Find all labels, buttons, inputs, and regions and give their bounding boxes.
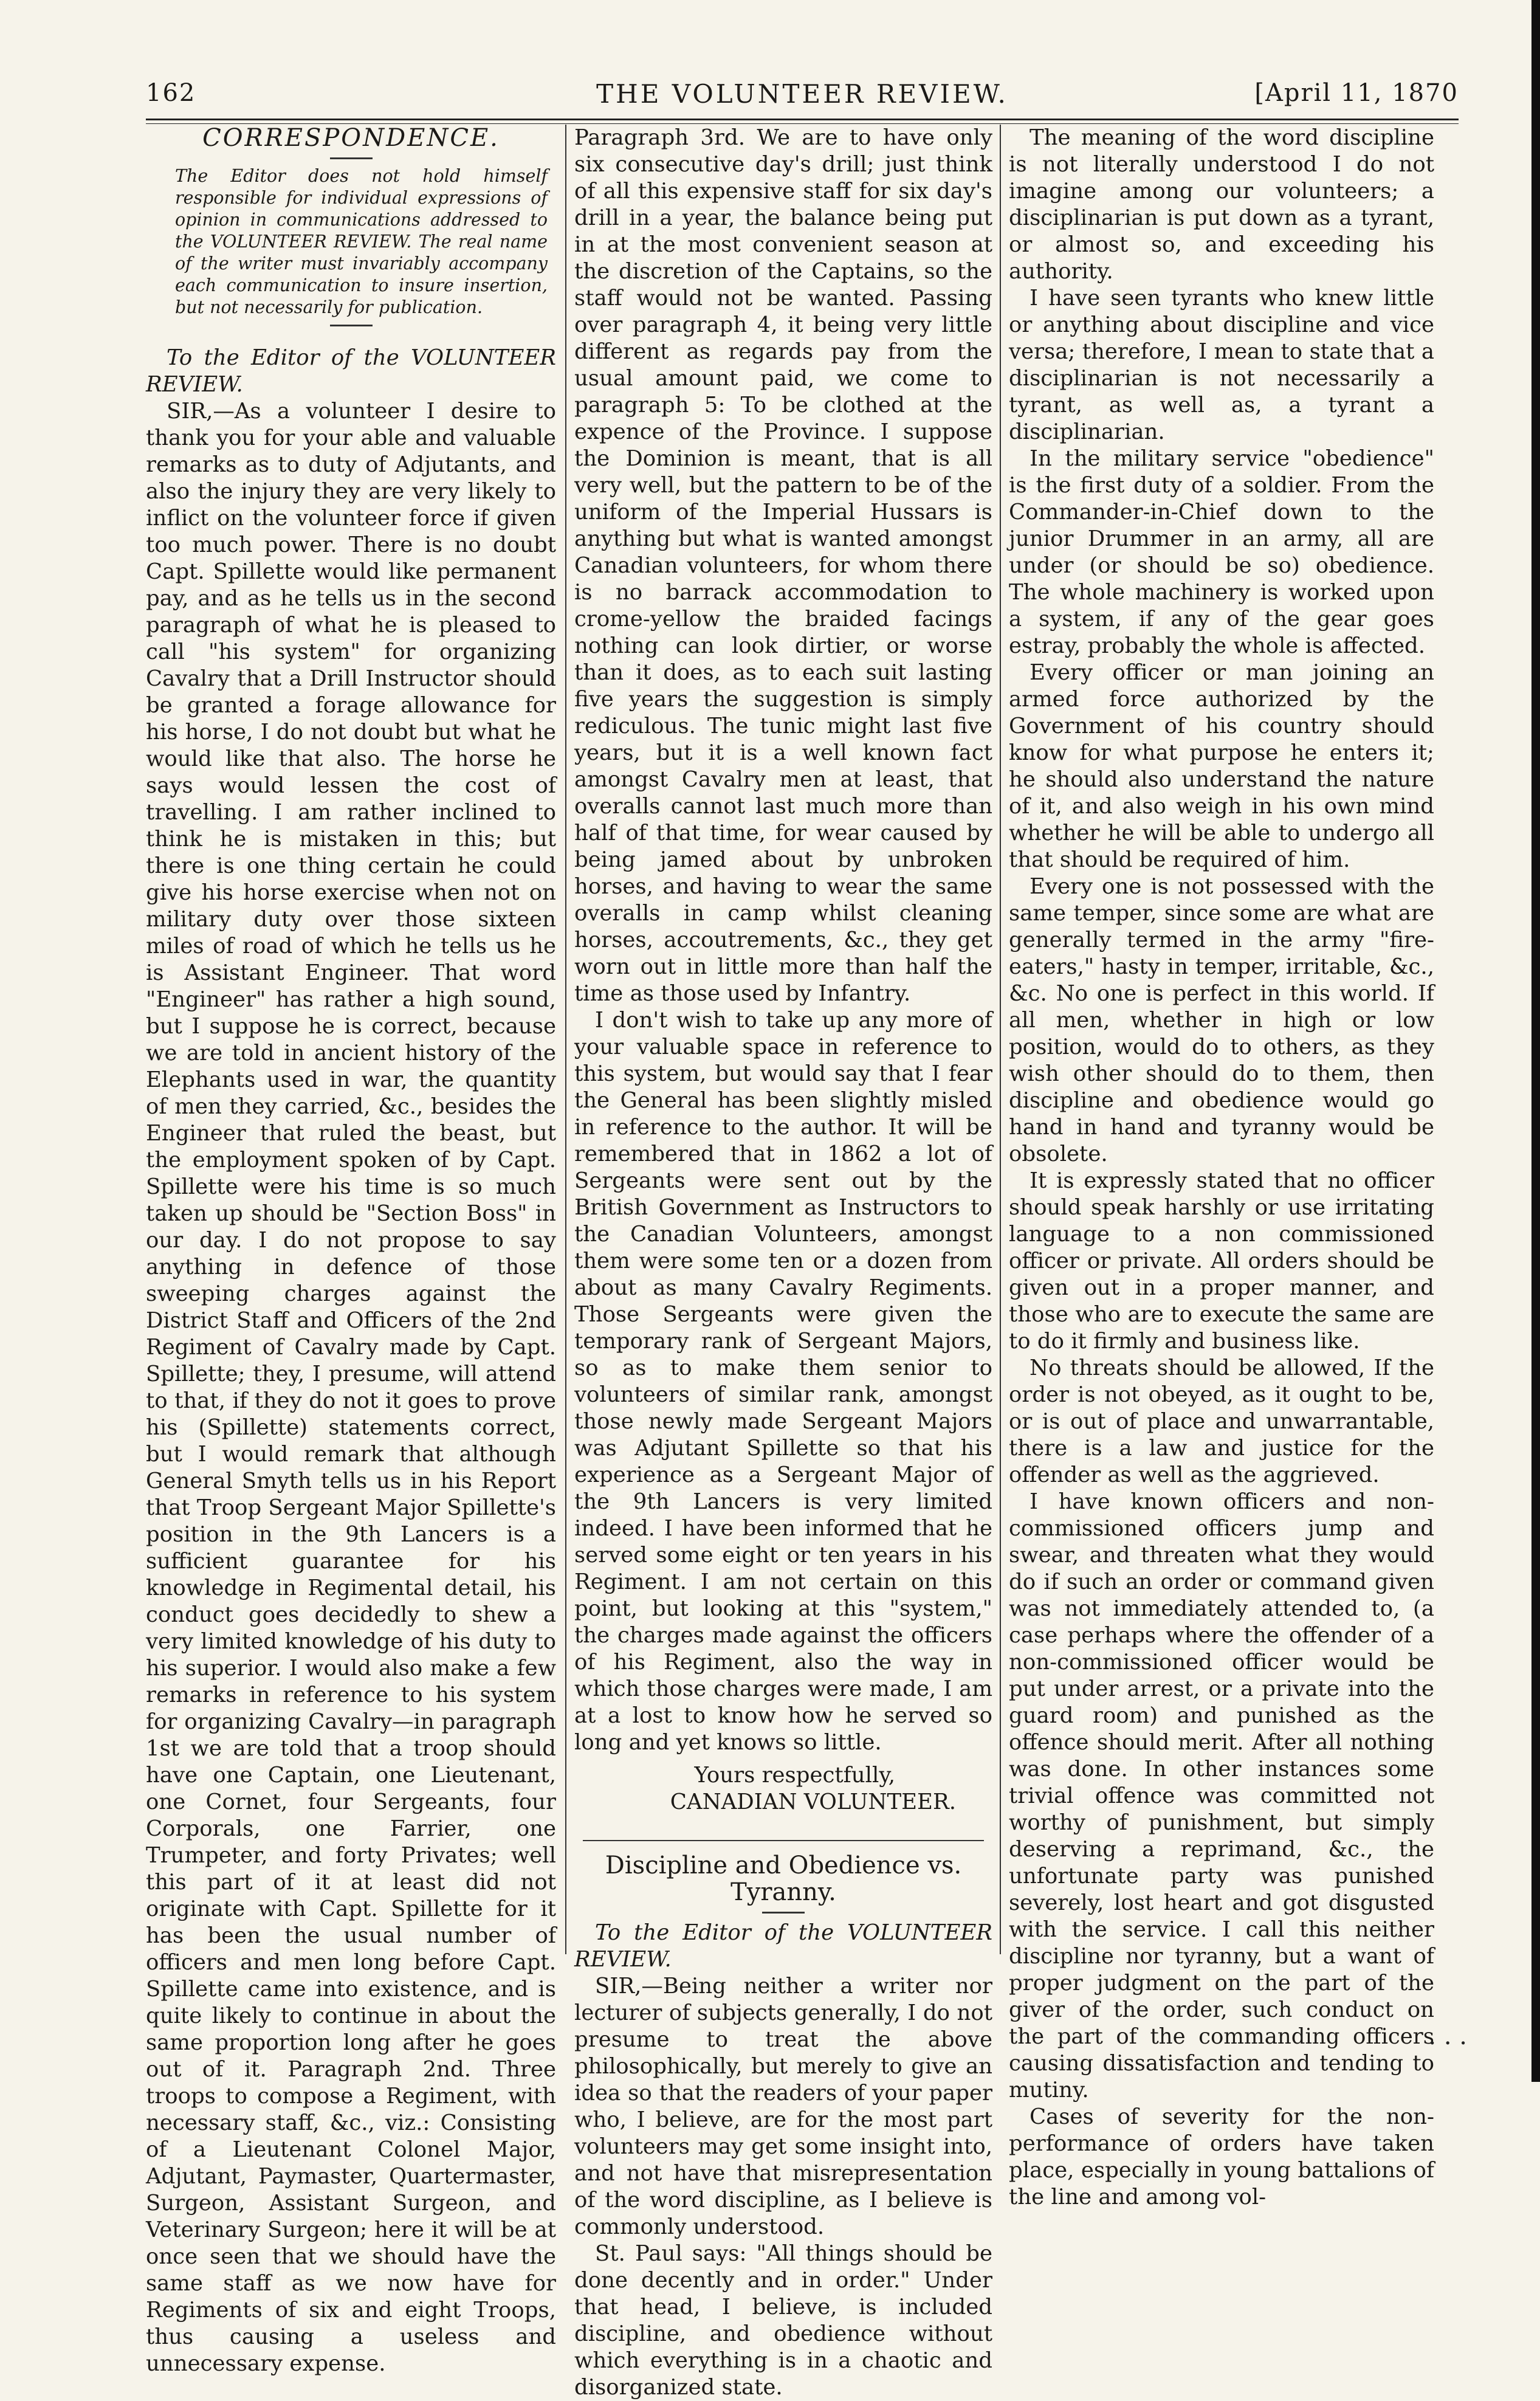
journal-title: THE VOLUNTEER REVIEW.: [596, 79, 1008, 109]
letter2-title: Discipline and Obedience vs. Tyranny.: [605, 1852, 962, 1906]
column-rule-1: [565, 125, 566, 1954]
issue-date: [April 11, 1870: [1254, 79, 1459, 107]
letter2-paragraph-1: SIR,—Being neither a writer nor lecturer of subjects generally, I do not presume to treat the above philosophically, but merely to give an idea so that the readers of your paper who, I believe, are for the most part volunteers may get some insight into, and not have that misrepresentation of the word discipline, as I believe is commonly understood.: [574, 1974, 992, 2239]
note-dash: [330, 325, 373, 326]
section-title: CORRESPONDENCE.: [202, 124, 500, 152]
letter2-title-dash: [762, 1912, 805, 1914]
letter2-paragraph-4: I have seen tyrants who knew little or anything about discipline and vice versa; therefore, I mean to state that a disciplinarian is not necessarily a tyrant, as well as, a tyrant a disciplinarian.: [1009, 286, 1434, 444]
letter2-paragraph-8: It is expressly stated that no officer should speak harshly or use irritating language to a non commissioned officer or private. All orders should be given out in a proper manner, and those who are to execute the same are to do it firmly and business like.: [1009, 1168, 1434, 1354]
column-2: [574, 125, 992, 2400]
editor-note: The Editor does not hold himself responsible for individual expressions of opinion in communications addressed to the VOLUNTEER REVIEW. The real name of the writer must invariably accompany each communication to insure insertion, but not necessarily for publication.: [175, 166, 548, 317]
page-header: [146, 79, 1459, 115]
letter1-signature: CANADIAN VOLUNTEER.: [670, 1790, 956, 1814]
letter1-paragraph-3: I don't wish to take up any more of your valuable space in reference to this system, but would say that I fear the General has been slightly misled in reference to the author. It will be remembered that in 1862 a lot of Sergeants were sent out by the British Government as Instructors to the Canadian Volunteers, amongst them were some ten or a dozen from about as many Cavalry Regiments. Those Sergeants were given the temporary rank of Sergeant Majors, so as to make them senior to volunteers of similar rank, amongst those newly made Sergeant Majors was Adjutant Spillette so that his experience as a Sergeant Major of the 9th Lancers is very limited indeed. I have been informed that he served some eight or ten years in his Regiment. I am not certain on this point, but looking at this "system," the charges made against the officers of his Regiment, also the way in which those charges were made, I am at a lost to know how he served so long and yet knows so little.: [574, 1008, 992, 1755]
column-1: [146, 124, 556, 2376]
column-rule-2: [1000, 125, 1001, 1954]
letter1-paragraph-1: SIR,—As a volunteer I desire to thank you for your able and valuable remarks as to duty of Adjutants, and also the injury they are very likely to inflict on the volunteer force if given too much power. There is no doubt Capt. Spillette would like permanent pay, and as he tells us in the second paragraph of what he is pleased to call "his system" for organizing Cavalry that a Drill Instructor should be granted a forage allowance for his horse, I do not doubt but what he would like that also. The horse he says would lessen the cost of travelling. I am rather inclined to think he is mistaken in this; but there is one thing certain he could give his horse exercise when not on military duty over those sixteen miles of road of which he tells us he is Assistant Engineer. That word "Engineer" has rather a high sound, but I suppose he is correct, because we are told in ancient history of the Elephants used in war, the quantity of men they carried, &c., besides the Engineer that ruled the beast, but the employment spoken of by Capt. Spillette were his time is so much taken up should be "Section Boss" in our day. I do not propose to say anything in defence of those sweeping charges against the District Staff and Officers of the 2nd Regiment of Cavalry made by Capt. Spillette; they, I presume, will attend to that, if they do not it goes to prove his (Spillette) statements correct, but I would remark that although General Smyth tells us in his Report that Troop Sergeant Major Spillette's position in the 9th Lancers is a sufficient guarantee for his knowledge in Regimental detail, his conduct goes decidedly to shew a very limited knowledge of his duty to his superior. I would also make a few remarks in reference to his system for organizing Cavalry—in paragraph 1st we are told that a troop should have one Captain, one Lieutenant, one Cornet, four Sergeants, four Corporals, one Farrier, one Trumpeter, and forty Privates; well this part of it at least did not originate with Capt. Spillette for it has been the usual number of officers and men long before Capt. Spillette came into existence, and is quite likely to continue in about the same proportion long after he goes out of it. Paragraph 2nd. Three troops to compose a Regiment, with necessary staff, &c., viz.: Consisting of a Lieutenant Colonel Major, Adjutant, Paymaster, Quartermaster, Surgeon, Assistant Surgeon, and Veterinary Surgeon; here it will be at once seen that we should have the same staff as we now have for Regiments of six and eight Troops, thus causing a useless and unnecessary expense.: [146, 399, 556, 2376]
letter2-paragraph-3: The meaning of the word discipline is not literally understood I do not imagine among our volunteers; a disciplinarian is put down as a tyrant, or almost so, and exceeding his authority.: [1009, 125, 1434, 284]
binding-edge: [1531, 0, 1540, 2082]
letter2-paragraph-10: I have known officers and non-commissioned officers jump and swear, and threaten what they would do if such an order or command given was not immediately attended to, (a case perhaps where the offender of a non-commissioned officer would be put under arrest, or a private into the guard room) and punished as the offence should merit. After all nothing was done. In other instances some trivial offence was committed not worthy of punishment, but simply deserving a reprimand, &c., the unfortunate party was punished severely, lost heart and got disgusted with the service. I call this neither discipline nor tyranny, but a want of proper judgment on the part of the giver of the order, such conduct on the part of the commanding officers causing dissatisfaction and tending to mutiny.: [1009, 1489, 1434, 2103]
letter2-paragraph-9: No threats should be allowed, If the order is not obeyed, as it ought to be, or is out of place and unwarrantable, there is a law and justice for the offender as well as the aggrieved.: [1009, 1356, 1434, 1487]
article-divider: [583, 1840, 984, 1841]
page-number: 162: [146, 79, 196, 107]
ink-specks: · · ·: [1428, 2030, 1467, 2058]
title-dash: [330, 157, 373, 159]
letter1-paragraph-2: Paragraph 3rd. We are to have only six consecutive day's drill; just think of all this expensive staff for six day's drill in a year, the balance being put in at the most convenient season at the discretion of the Captains, so the staff would not be wanted. Passing over paragraph 4, it being very little different as regards pay from the usual amount paid, we come to paragraph 5: To be clothed at the expence of the Province. I suppose the Dominion is meant, that is all very well, but the pattern to be of the uniform of the Imperial Hussars is anything but what is wanted amongst Canadian volunteers, for whom there is no barrack accommodation to crome-yellow the braided facings nothing can look dirtier, or worse than it does, as to each suit lasting five years the suggestion is simply rediculous. The tunic might last five years, but it is a well known fact amongst Cavalry men at least, that overalls cannot last much more than half of that time, for wear caused by being jamed about by unbroken horses, and having to wear the same overalls in camp whilst cleaning horses, accoutrements, &c., they get worn out in little more than half the time as those used by Infantry.: [574, 125, 992, 1006]
letter2-salutation: To the Editor of the VOLUNTEER REVIEW.: [574, 1920, 992, 1972]
letter2-paragraph-2: St. Paul says: "All things should be done decently and in order." Under that head, I believe, is included discipline, and obedience without which everything is in a chaotic and disorganized state.: [574, 2241, 992, 2400]
letter2-paragraph-6: Every officer or man joining an armed force authorized by the Government of his country should know for what purpose he enters it; he should also understand the nature of it, and also weigh in his own mind whether he will be able to undergo all that should be required of him.: [1009, 660, 1434, 872]
letter2-paragraph-11: Cases of severity for the non-performance of orders have taken place, especially in young battalions of the line and among vol-: [1009, 2104, 1434, 2210]
column-3: [1009, 125, 1434, 2210]
letter1-salutation: To the Editor of the VOLUNTEER REVIEW.: [146, 345, 556, 397]
letter2-paragraph-7: Every one is not possessed with the same temper, since some are what are generally termed in the army "fire-eaters," hasty in temper, irritable, &c., &c. No one is perfect in this world. If all men, whether in high or low position, would do to others, as they wish other should do to them, then discipline and obedience would go hand in hand and tyranny would be obsolete.: [1009, 874, 1434, 1166]
letter1-closing: Yours respectfully,: [694, 1763, 895, 1788]
letter2-paragraph-5: In the military service "obedience" is the first duty of a soldier. From the Commander-in-Chief down to the junior Drummer in an army, all are under (or should be so) obedience. The whole machinery is worked upon a system, if any of the gear goes estray, probably the whole is affected.: [1009, 446, 1434, 658]
header-rule: [146, 119, 1459, 120]
